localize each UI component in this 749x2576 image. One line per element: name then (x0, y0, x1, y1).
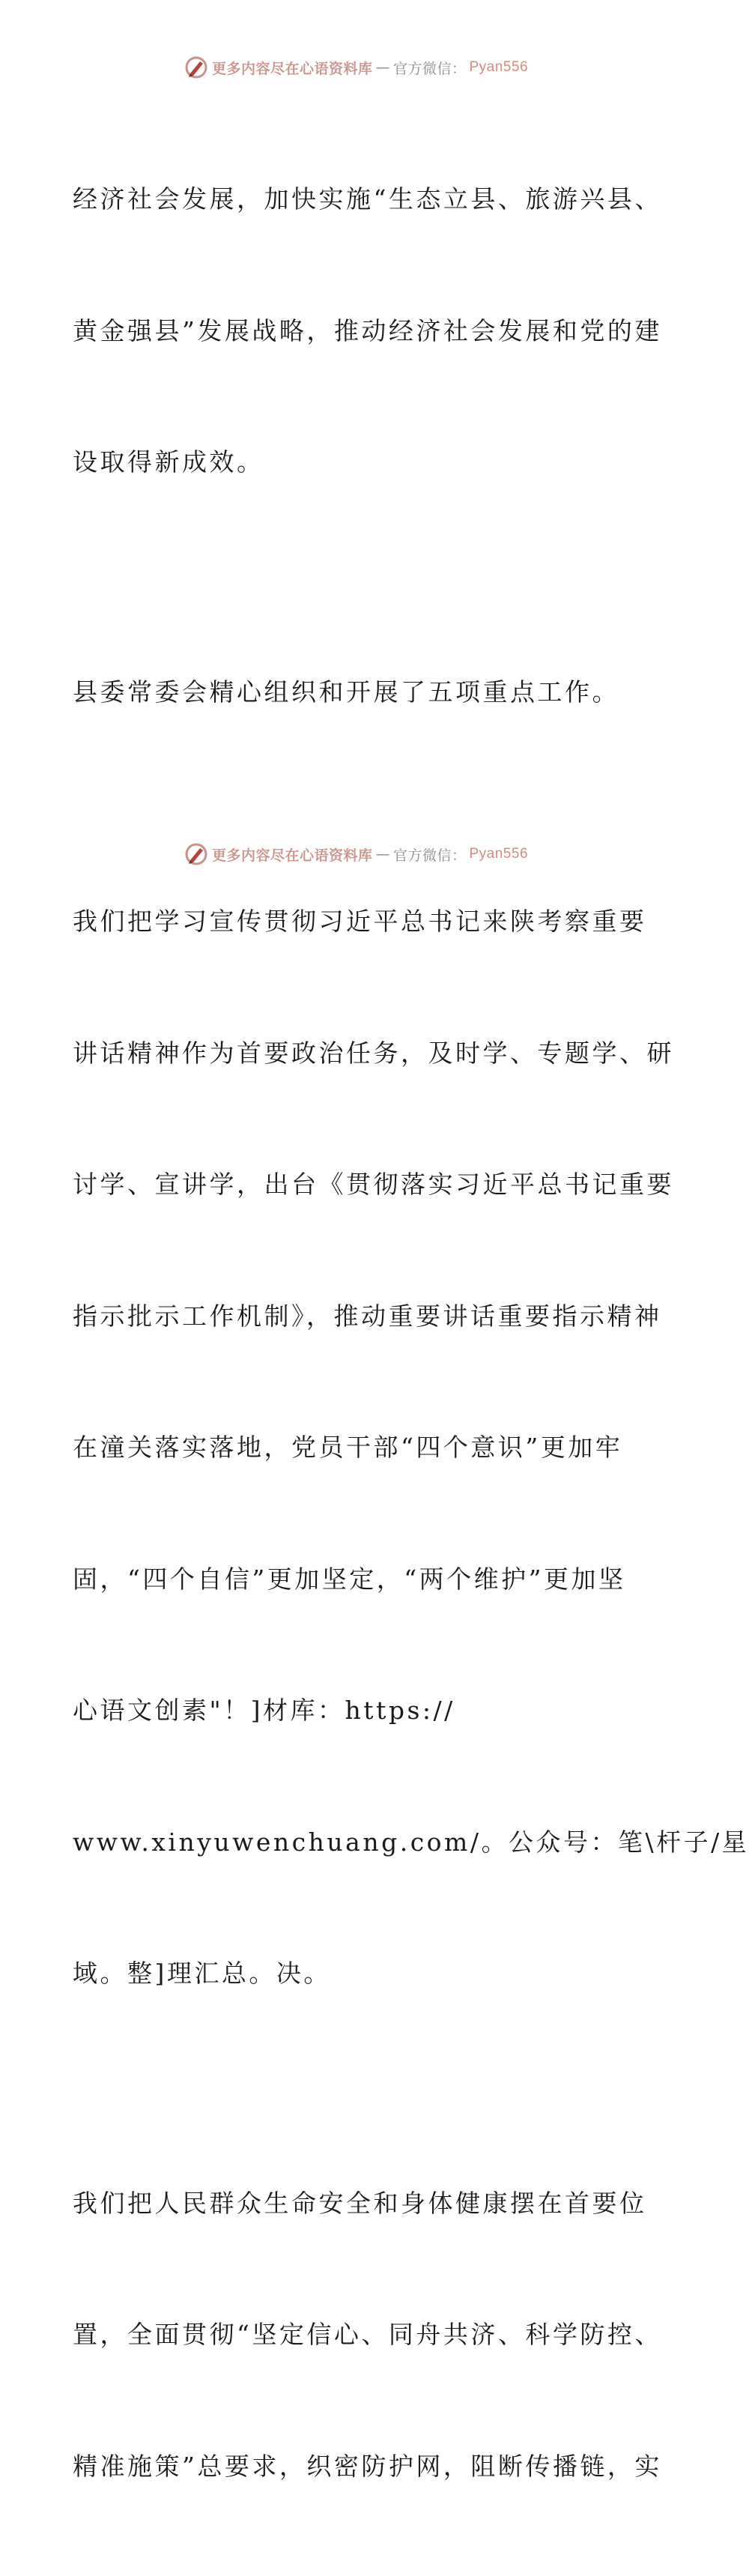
banner-wechat-id: Pyan556 (470, 846, 529, 862)
footer-watermark-banner (0, 839, 712, 869)
text-line: 在潼关落实落地，党员干部“四个意识”更加牢 (73, 1426, 642, 1470)
banner-dash: — (375, 59, 390, 76)
text-line: 经济社会发展，加快实施“生态立县、旅游兴县、 (73, 178, 642, 222)
banner-wechat-id: Pyan556 (470, 59, 529, 76)
banner-wechat-label: 官方微信： (393, 58, 467, 78)
paragraph-4 (73, 2094, 642, 2576)
text-line: 指示批示工作机制》，推动重要讲话重要指示精神 (73, 1295, 642, 1339)
banner-main-text: 更多内容尽在心语资料库 (212, 58, 373, 78)
text-line: 我们把人民群众生命安全和身体健康摆在首要位 (73, 2182, 642, 2226)
paragraph-2 (73, 583, 642, 802)
text-line: 固，“四个自信”更加坚定，“两个维护”更加坚 (73, 1558, 642, 1602)
banner-dash: — (375, 846, 390, 862)
pen-logo-icon (184, 55, 209, 80)
paragraph-1 (73, 90, 642, 572)
text-line: 县委常委会精心组织和开展了五项重点工作。 (73, 671, 642, 715)
text-line: 设取得新成效。 (73, 441, 642, 485)
text-line: 置，全面贯彻“坚定信心、同舟共济、科学防控、 (73, 2313, 642, 2357)
paragraph-3 (73, 812, 642, 2084)
banner-wechat-label: 官方微信： (393, 844, 467, 865)
text-line: www.xinyuwenchuang.com/。公众号：笔\杆子/星 (73, 1821, 642, 1865)
text-line: 讨学、宣讲学，出台《贯彻落实习近平总书记重要 (73, 1163, 642, 1207)
text-line: 心语文创素"！]材库：https:// (73, 1689, 642, 1733)
text-line: 讲话精神作为首要政治任务，及时学、专题学、研 (73, 1032, 642, 1076)
header-watermark-banner (0, 52, 712, 82)
text-line: 我们把学习宣传贯彻习近平总书记来陕考察重要 (73, 900, 642, 944)
pen-logo-icon (184, 841, 209, 867)
banner-main-text: 更多内容尽在心语资料库 (212, 844, 373, 865)
text-line: 精准施策”总要求，织密防护网，阻断传播链，实 (73, 2445, 642, 2489)
text-line: 域。整]理汇总。决。 (73, 1952, 642, 1996)
text-line: 黄金强县”发展战略，推动经济社会发展和党的建 (73, 309, 642, 354)
document-body (73, 90, 642, 2576)
